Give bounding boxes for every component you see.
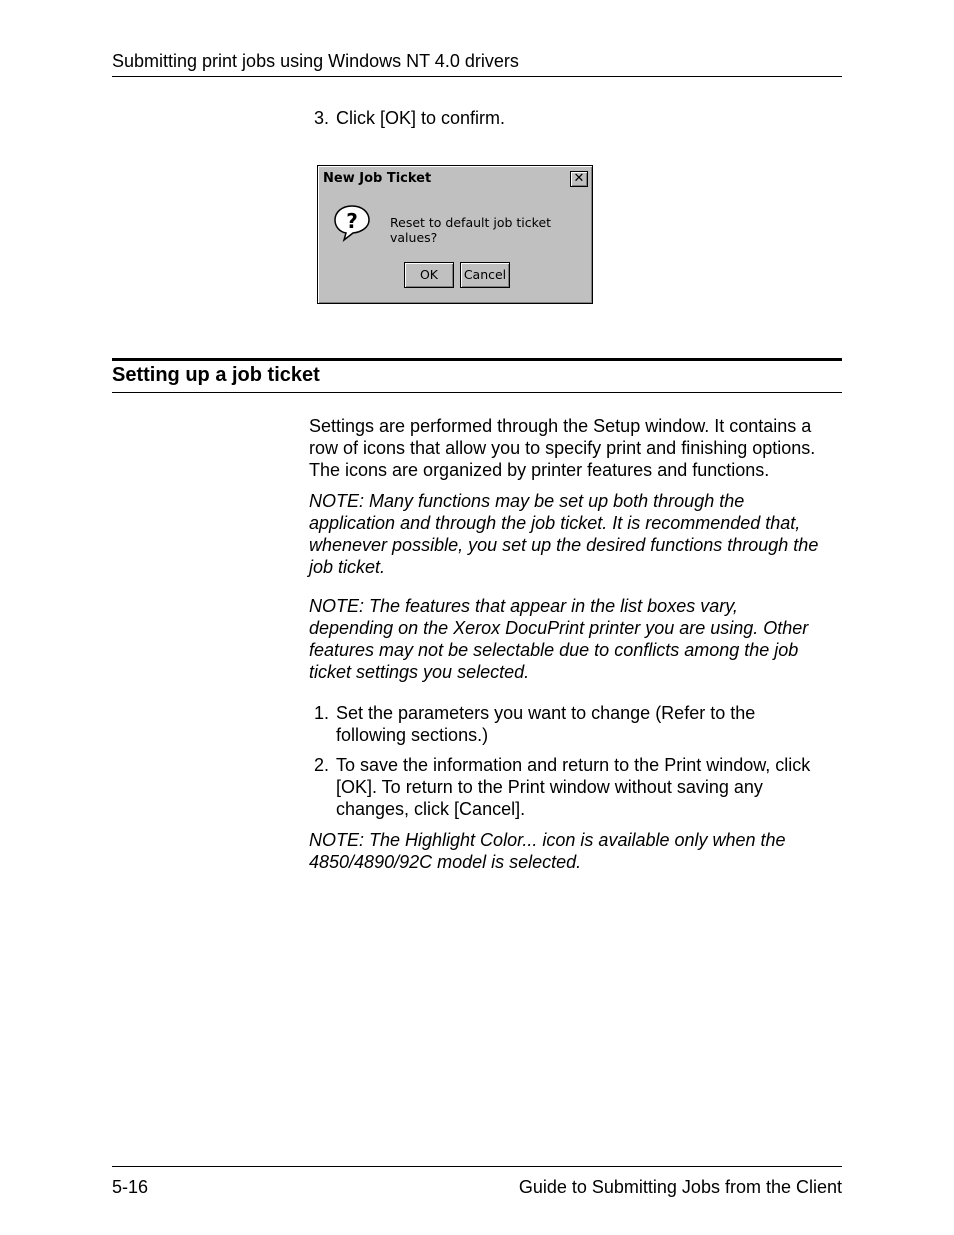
ok-button[interactable]: OK [404, 262, 454, 288]
header-rule [112, 76, 842, 77]
text-line: To save the information and return to the Print window, click [336, 755, 811, 775]
text-line: The icons are organized by printer features and functions. [309, 460, 770, 480]
text-line: job ticket. [309, 557, 386, 577]
text-line: following sections.) [336, 725, 489, 745]
text-line: NOTE: The features that appear in the list boxes vary, [309, 596, 738, 616]
section-bottom-rule [112, 392, 842, 393]
dialog-message: Reset to default job ticket values? [390, 215, 552, 245]
step-number: 1. [313, 703, 329, 723]
page-number: 5-16 [112, 1177, 149, 1197]
step-number: 3. [313, 108, 329, 128]
question-icon [332, 203, 372, 243]
text-line: Set the parameters you want to change (Refer to the [336, 703, 756, 723]
running-header: Submitting print jobs using Windows NT 4.0 drivers [112, 51, 519, 71]
text-line: ticket settings you selected. [309, 662, 530, 682]
svg-text:?: ? [346, 209, 358, 233]
text-line: 4850/4890/92C model is selected. [309, 852, 582, 872]
section-top-rule [112, 358, 842, 361]
text-line: NOTE: Many functions may be set up both through the [309, 491, 745, 511]
note-functions [309, 490, 849, 578]
text-line: row of icons that allow you to specify print and finishing options. [309, 438, 816, 458]
step-1 [309, 702, 849, 746]
footer-rule [112, 1166, 842, 1167]
section-title: Setting up a job ticket [112, 364, 320, 386]
note-highlight-color [309, 829, 849, 873]
step-2 [309, 754, 849, 820]
text-line: NOTE: The Highlight Color... icon is available only when the [309, 830, 786, 850]
dialog-title: New Job Ticket [323, 171, 432, 186]
step-number: 2. [313, 755, 329, 775]
text-line: changes, click [Cancel]. [336, 799, 526, 819]
text-line: application and through the job ticket. It is recommended that, [309, 513, 801, 533]
text-line: features may not be selectable due to conflicts among the job [309, 640, 799, 660]
new-job-ticket-dialog [317, 165, 593, 304]
step-text: Click [OK] to confirm. [336, 108, 506, 128]
cancel-button[interactable]: Cancel [460, 262, 510, 288]
text-line: whenever possible, you set up the desired functions through the [309, 535, 819, 555]
step-3 [309, 107, 809, 129]
intro-paragraph [309, 415, 849, 481]
note-features [309, 595, 849, 683]
text-line: Settings are performed through the Setup window. It contains a [309, 416, 812, 436]
guide-title: Guide to Submitting Jobs from the Client [518, 1177, 842, 1197]
text-line: [OK]. To return to the Print window without saving any [336, 777, 763, 797]
text-line: depending on the Xerox DocuPrint printer you are using. Other [309, 618, 809, 638]
close-icon[interactable]: ✕ [570, 171, 588, 187]
